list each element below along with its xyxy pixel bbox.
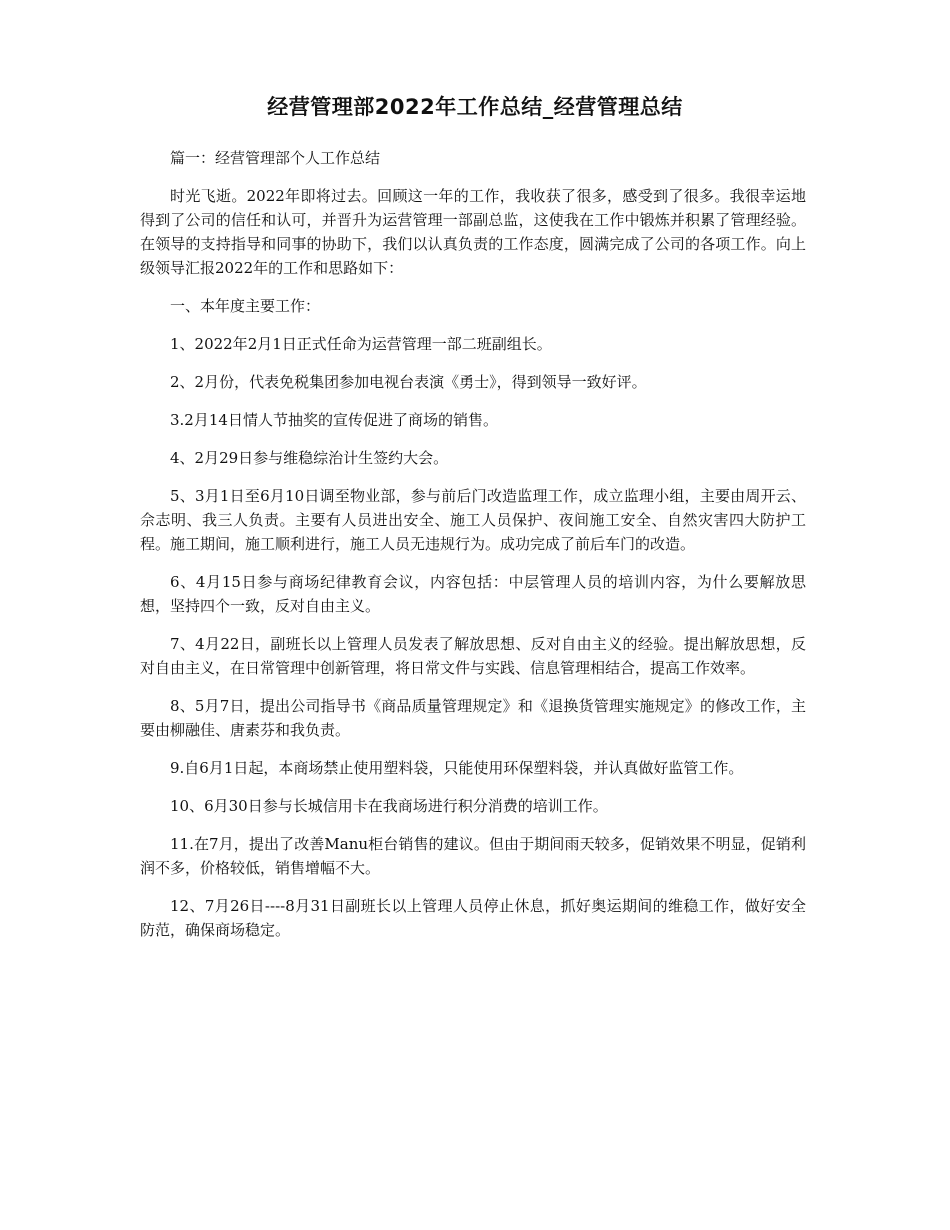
paragraph-intro: 时光飞逝。2022年即将过去。回顾这一年的工作，我收获了很多，感受到了很多。我很幸运地得到了公司的信任和认可，并晋升为运营管理一部副总监，这使我在工作中锻炼并积累了管理经验。在领导的支持指导和同事的协助下，我们以认真负责的工作态度，圆满完成了公司的各项工作。向上级领导汇报2022年的工作和思路如下： (140, 187, 806, 277)
paragraph-item-7: 7、4月22日，副班长以上管理人员发表了解放思想、反对自由主义的经验。提出解放思想，反对自由主义，在日常管理中创新管理，将日常文件与实践、信息管理相结合，提高工作效率。 (140, 635, 806, 677)
document-title: 经营管理部2022年工作总结_经营管理总结 (267, 95, 683, 119)
paragraph-section-heading: 篇一：经营管理部个人工作总结 (170, 149, 381, 167)
document-body (140, 146, 806, 956)
paragraph-item-3: 3.2月14日情人节抽奖的宣传促进了商场的销售。 (170, 411, 498, 429)
paragraph-item-12: 12、7月26日----8月31日副班长以上管理人员停止休息，抓好奥运期间的维稳工作，做好安全防范，确保商场稳定。 (140, 897, 806, 939)
paragraph-item-4: 4、2月29日参与维稳综治计生签约大会。 (170, 449, 449, 467)
paragraph-item-9: 9.自6月1日起，本商场禁止使用塑料袋，只能使用环保塑料袋，并认真做好监管工作。 (170, 759, 744, 777)
paragraph-item-2: 2、2月份，代表免税集团参加电视台表演《勇士》，得到领导一致好评。 (170, 373, 647, 391)
paragraph-main-work-heading: 一、本年度主要工作： (170, 297, 321, 315)
paragraph-item-5: 5、3月1日至6月10日调至物业部，参与前后门改造监理工作，成立监理小组，主要由周开云、佘志明、我三人负责。主要有人员进出安全、施工人员保护、夜间施工安全、自然灾害四大防护工程。施工期间，施工顺利进行，施工人员无违规行为。成功完成了前后车门的改造。 (140, 487, 806, 553)
paragraph-item-8: 8、5月7日，提出公司指导书《商品质量管理规定》和《退换货管理实施规定》的修改工作，主要由柳融佳、唐素芬和我负责。 (140, 697, 806, 739)
paragraph-item-10: 10、6月30日参与长城信用卡在我商场进行积分消费的培训工作。 (170, 797, 608, 815)
paragraph-item-6: 6、4月15日参与商场纪律教育会议，内容包括：中层管理人员的培训内容，为什么要解放思想，坚持四个一致，反对自由主义。 (140, 573, 806, 615)
paragraph-item-1: 1、2022年2月1日正式任命为运营管理一部二班副组长。 (170, 335, 552, 353)
paragraph-item-11: 11.在7月，提出了改善Manu柜台销售的建议。但由于期间雨天较多，促销效果不明显，促销利润不多，价格较低，销售增幅不大。 (140, 835, 806, 877)
